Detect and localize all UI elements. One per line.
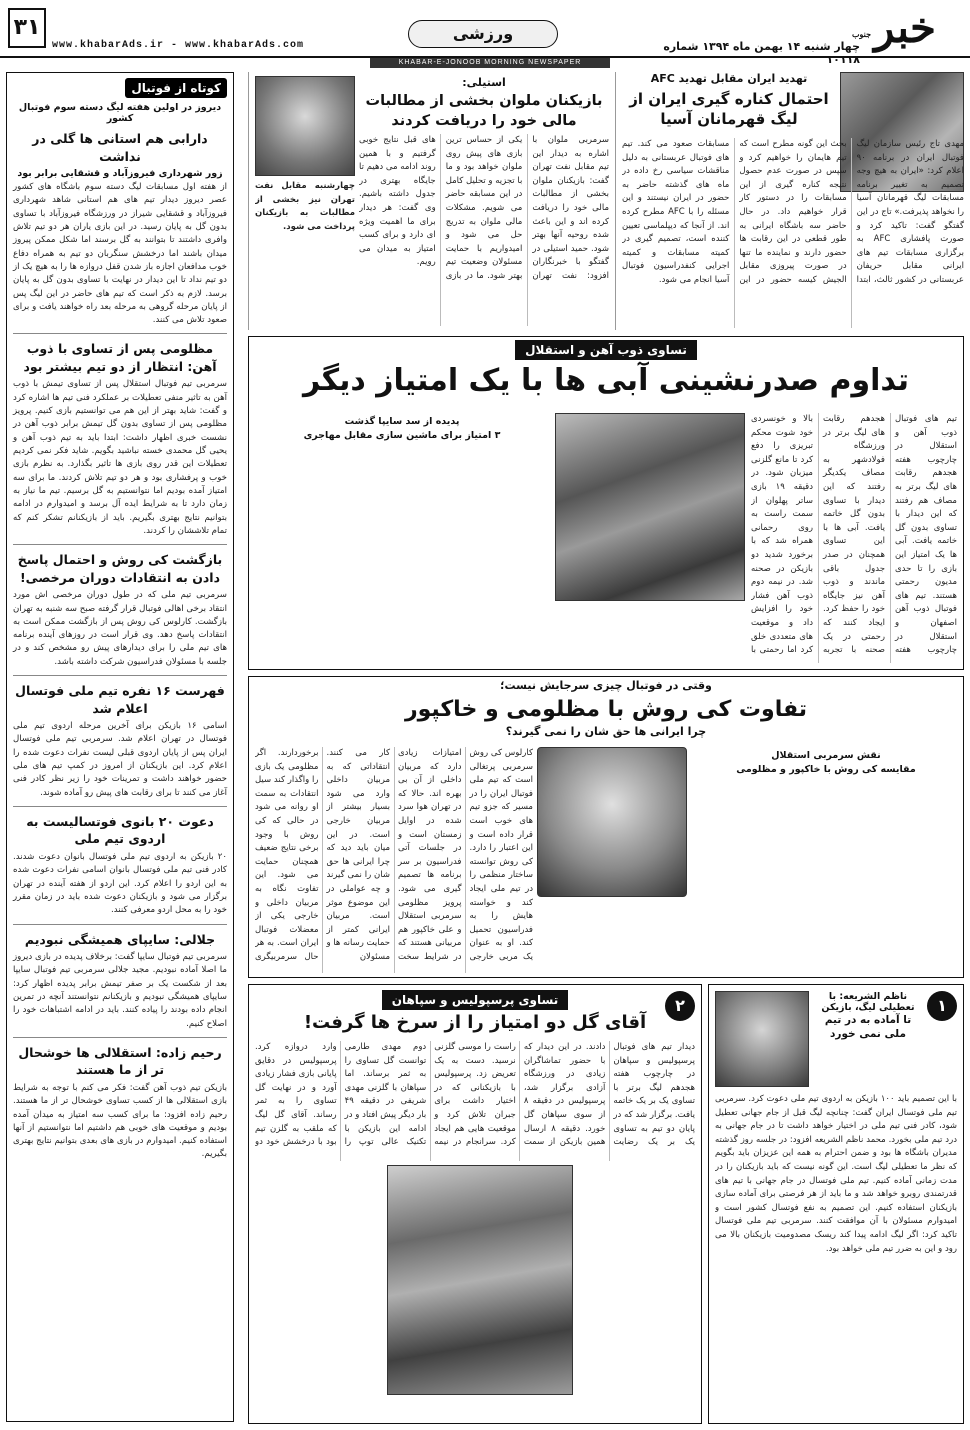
story-kicker: تهدید ایران مقابل تهدید AFC: [650, 72, 808, 85]
news-title: دعوت ۲۰ بانوی فوتسالیست به اردوی تیم ملی: [26, 813, 214, 847]
page-number: ۳۱: [8, 8, 46, 48]
story-body-left: کارلوس کی روش سرمربی پرتغالی است که تیم ملی فوتبال ایران را در مسیر که جزو تیم های خوب است قرار داده است و این اعتبار را دارد. کی روش توانسته ساختار منظمی را در تیم ملی ایجاد کند و خواسته هایش را به فدراسیون تحمیل کند. او به عنوان یک مربی خارجی امتیازات زیادی دارد که مربیان داخلی از آن بی بهره اند. حالا که در تهران هوا سرد شده در اوایل زمستان است و در جلسات آتی فدراسیون بر سر برنامه ها تصمیم گیری می شود. پرویز مظلومی سرمربی استقلال و علی خاکپور هم مربیانی هستند که در شرایط سخت کار می کنند. انتقاداتی که به مربیان داخلی وارد می شود بسیار بیشتر از مربیان خارجی است. در این میان باید دید که چرا ایرانی ها حق شان را نمی گیرند و چه عواملی در این موضوع موثر است. مربیان ایرانی کمتر از حمایت رسانه ها و مسئولان برخوردارند. اگر مظلومی یک بازی را واگذار کند سیل انتقادات به سمت او روانه می شود در حالی که کی روش با وجود برخی نتایج ضعیف همچنان حمایت می شود. این تفاوت نگاه به مربیان داخلی و خارجی یکی از معضلات فوتبال ایران است. به هر حال سرمربیگری: [255, 748, 533, 962]
story-body: سرمربی ملوان با اشاره به دیدار این تیم مقابل نفت تهران گفت: بازیکنان ملوان بخشی از مطالبات مالی خود را دریافت کرده اند و این باعث شده روحیه آنها بهتر شود. حمید استیلی در گفتگو با خبرنگاران افزود: نفت تهران یکی از حساس ترین بازی های پیش روی ملوان خواهد بود و ما با تجزیه و تحلیل کامل در این مسابقه حاضر می شویم. مشکلات مالی ملوان به تدریج حل می شود و امیدواریم با حمایت مسئولان وضعیت تیم بهتر شود. ما در بازی های قبل نتایج خوبی گرفتیم و با همین روند ادامه می دهیم تا جایگاه بهتری در جدول داشته باشیم. وی گفت: هر دیدار برای ما اهمیت ویژه ای دارد و برای کسب امتیاز به میدان می رویم.: [359, 135, 609, 281]
divider: [13, 675, 227, 676]
divider: [13, 1037, 227, 1038]
divider: [13, 924, 227, 925]
short-news-column: [6, 72, 234, 1422]
malavan-story: [248, 72, 616, 330]
section-title: ورزشی: [408, 20, 558, 48]
news-title: رحیم زاده: استقلالی ها خوشحال تر از ما هستند: [18, 1044, 222, 1078]
story-number-badge: ۲: [665, 991, 695, 1021]
story-body-right: [693, 747, 959, 973]
story-headline: آقای گل دو امتیاز را از سرخ ها گرفت!: [303, 1012, 647, 1033]
queiroz-story: [248, 676, 964, 978]
afc-headline-block: [622, 72, 836, 132]
news-kicker: دیروز در اولین هفته لیگ دسته سوم فوتبال کشور: [18, 102, 222, 124]
news-title: جلالی: سایپای همیشگی نبودیم: [24, 931, 216, 947]
story-headline: احتمال کناره گیری ایران از لیگ قهرمانان آسیا: [629, 90, 829, 129]
story-kicker: تساوی پرسپولیس و سپاهان: [382, 990, 569, 1010]
story-headline: تداوم صدرنشینی آبی ها با یک امتیاز دیگر: [303, 363, 909, 398]
futsal-story: [708, 984, 964, 1424]
futsal-coach-photo: [715, 991, 809, 1087]
divider: [13, 333, 227, 334]
news-body: سرمربی تیم ملی که در طول دوران مرخصی اش مورد انتقاد برخی اهالی فوتبال قرار گرفته صبح سه شنبه به تهران بازگشت. کارلوس کی روش پس از بازگشت ممکن است به انتقادات پاسخ دهد. وی قرار است در روزهای آینده برنامه های تیم ملی را برای دیدارهای پیش رو مشخص کند و در جلسه با مسئولان فدراسیون شرکت داشته باشد.: [13, 590, 227, 667]
news-body: سرمربی تیم فوتبال سایپا گفت: برخلاف پدیده در بازی دیروز ما اصلا آماده نبودیم. مجید جلالی سرمربی تیم فوتبال سایپا بعد از شکست یک بر صفر تیمش برابر پدیده اظهار کرد: سایپای همیشگی نبودیم و بازیکنانم نتوانستند آنچه در تمرین انجام داده بودند را پیاده کنند. باید در ادامه اشتباهات خود را اصلاح کنیم.: [13, 952, 227, 1029]
news-body: سرمربی تیم فوتبال استقلال پس از تساوی تیمش با ذوب آهن به تاثیر منفی تعطیلات بر عملکرد فنی تیم ها اشاره کرد و گفت: شاید بهتر از این هم می توانستیم بازی کنیم. پرویز مظلومی پس از تساوی بدون گل تیمش برابر ذوب آهن در نشست خبری اظهار داشت: ابتدا باید به تیم ذوب آهن و یحیی گل محمدی خسته نباشید بگویم. شاید فکر نمی کردیم تعطیلات این قدر روی بازی ها تاثیر بگذارد. به نظرم بازی خوب و پرفشاری بود و هر دو تیم تلاش کردند. ما برای سه امتیاز آمده بودیم اما نتوانستیم به گل برسیم. تیم ما نیاز به زمان دارد تا به شرایط ایده آل برسد و امیدوارم در ادامه بتوانیم نتایج بهتری بگیریم. باید از بازیکنانم تشکر کنم که تمام تلاششان را کردند.: [13, 379, 227, 536]
story-kicker: تساوی ذوب آهن و استقلال: [515, 340, 697, 360]
story-number-badge: ۱: [927, 991, 957, 1021]
story-body: دیدار تیم های فوتبال پرسپولیس و سپاهان در چارچوب هفته هجدهم لیگ برتر با تساوی یک بر یک خاتمه یافت. برگزار شد که در پایان دو تیم به تساوی یک بر یک رضایت دادند. در این دیدار که با حضور تماشاگران زیادی در ورزشگاه آزادی برگزار شد، پرسپولیس در دقیقه ۸ از سوی سپاهان گل خورد. دقیقه ۸ ارسال همین بازیکن از سمت راست را موسی گلزنی نرسید. دست به یک تعریض زد. پرسپولیس با بازیکنانی که در اختیار داشت برای جبران تلاش کرد و موقعیت هایی هم ایجاد کرد. سرانجام در نیمه دوم مهدی طارمی توانست گل تساوی را به ثمر برساند. اما سپاهان با گلزنی مهدی شریفی در دقیقه ۴۹ بار دیگر پیش افتاد و در ادامه این بازیکن با تکنیک عالی توپ را وارد دروازه کرد. پرسپولیس در دقایق پایانی بازی فشار زیادی آورد و در نهایت گل تساوی را به ثمر رساند. آقای گل لیگ که ملقب به گلزن تیم بود با درخشش خود دو: [255, 1042, 695, 1148]
perspolis-story: [248, 984, 702, 1424]
news-body: از هفته اول مسابقات لیگ دسته سوم باشگاه های کشور عصر دیروز دیدار تیم های هم استانی شاهد شهرداری فیروزآباد و قشقایی شیراز در ورزشگاه فیروزآباد با تساوی بدون گل به پایان رسید. در این بازی یاران هر دو تیم تلاش وافری داشتند تا بتوانند به گل برسند اما شکل ممکن پیروز میدان باشند اما درخشش سنگربان دو تیم به همراه دفاع خوب مدافعان اجازه باز شدن قفل دروازه ها را به هیچ یک از دو تیم نداد تا این دیدار در نهایت با تساوی بدون گل به پایان برسد. لازم به ذکر است که تیم های حاضر در این لیگ پس از پایان مرحله گروهی به مرحله بعد راه خواهند یافت و برای صعود تلاش می کنند.: [13, 182, 227, 326]
story-body: با این تصمیم باید ۱۰۰ بازیکن به اردوی تیم ملی دعوت کرد. سرمربی تیم ملی فوتسال ایران گفت: چنانچه لیگ قبل از جام جهانی تعطیل شود، کادر فنی تیم ملی در اختیار خواهد داشت تا در جام جهانی به درد تیم ملی بخورد. محمد ناظم الشریعه افزود: در جلسه روز گذشته مدیران باشگاه ها بود و ضمن احترام به همه این عزیزان باید بگویم که نظر ما تعطیلی لیگ است. این گونه نیست که باید بازیکنان را در مدت زمانی آماده کنیم. تیم ملی فوتسال در جام جهانی با تیم های قدرتمندی روبرو خواهد شد و ما باید از هر فرصتی برای آماده سازی بازیکنان استفاده کنیم. این تصمیم به نفع فوتسال کشور است و امیدوارم مسئولان با آن موافقت کنند. سرمربی تیم ملی فوتسال تاکید کرد: اگر لیگ ادامه پیدا کند ریسک مصدومیت بازیکنان بالا می رود و این به ضرر تیم ملی خواهد بود.: [715, 1094, 957, 1254]
match-action-photo: [555, 413, 745, 601]
story-body-right: تیم های فوتبال ذوب آهن و استقلال در چارچوب هفته هجدهم رقابت های لیگ برتر به مصاف هم رفتند که این دیدار با تساوی بدون گل خاتمه یافت. آبی ها یک امتیاز این بازی را تا حدی مدیون رحمتی هستند. تیم های فوتبال ذوب آهن اصفهان و استقلال در چارچوب هفته هجدهم رقابت های لیگ برتر در ورزشگاه فولادشهر به مصاف یکدیگر رفتند که این دیدار با تساوی بدون گل خاتمه یافت. آبی ها با این تساوی همچنان در صدر جدول باقی ماندند و ذوب آهن نیز جایگاه خود را حفظ کرد. ایجاد کنند که رحمتی در یک صحنه با تجربه بالا و خونسردی خود شوت محکم تبریزی را دفع کرد تا مانع گلزنی میزبان شود. در دقیقه ۱۹ بازی ساتر پهلوان از سمت راست به روی رحمانی همراه شد که با برخورد شدید دو بازیکن در صحنه شد. در نیمه دوم ذوب آهن فشار خود را افزایش داد و موقعیت های متعددی خلق کرد اما رحمتی با: [751, 414, 957, 656]
story-subhead: ۳ امتیاز برای ماشین سازی مقابل مهاجری: [303, 430, 501, 441]
logo-sub: جنوب: [852, 29, 872, 39]
column-heading: کوتاه از فوتبال: [125, 78, 227, 98]
newspaper-logo: [850, 4, 960, 54]
story-subhead: پدیده از سد سایپا گذشت: [344, 416, 460, 427]
story-body-left: [255, 413, 549, 663]
story-headline: تفاوت کی روش با مظلومی و خاکپور: [404, 697, 808, 722]
news-body: اسامی ۱۶ بازیکن برای آخرین مرحله اردوی تیم ملی فوتسال در تهران اعلام شد. سرمربی تیم ملی فوتسال ایران پس از پایان اردوی قبلی لیست نفرات دعوت شده را اعلام کرد. این بازیکنان از امروز در کمپ تیم های ملی حضور خواهند داشت و تمرینات خود را زیر نظر کادر فنی آغاز می کنند تا برای رقابت های پیش رو آماده شوند.: [13, 721, 227, 798]
story-kicker: وقتی در فوتبال چیزی سرجایش نیست؛: [500, 679, 712, 692]
story-subtitle: چرا ایرانی ها حق شان را نمی گیرند؟: [505, 725, 707, 738]
site-url[interactable]: www.khabarAds.ir - www.khabarAds.com: [52, 40, 305, 51]
main-story: [248, 336, 964, 670]
story-subhead: مقایسه کی روش با خاکپور و مظلومی: [736, 764, 916, 775]
coach-portrait-photo: [255, 76, 355, 176]
news-title: مظلومی پس از تساوی با ذوب آهن: انتظار از دو تیم بیشتر بود: [23, 341, 217, 374]
issue-dateline: چهار شنبه ۱۴ بهمن ماه ۱۳۹۴ شماره ۱۰۱۱۸: [663, 40, 860, 66]
player-action-photo: [387, 1165, 573, 1395]
story-headline: بازیکنان ملوان بخشی از مطالبات مالی خود را دریافت کردند: [365, 93, 603, 129]
story-body: مهدی تاج رئیس سازمان لیگ فوتبال ایران در برنامه ۹۰ اعلام کرد: «ایران به هیچ وجه تصمیم به تغییر برنامه مسابقات لیگ قهرمانان آسیا را نخواهد پذیرفت.» تاج در این گفتگو گفت: تاکید کرد و صورت پافشاری AFC به برگزاری مسابقات تیم های ایرانی مقابل حریفان عربستانی در کشور ثالث، ابتدا بحث این گونه مطرح است که تیم هایمان را خواهیم کرد و سپس در صورت عدم حصول نتیجه کناره گیری از این مسابقات را در دستور کار قرار خواهیم داد. در حال حاضر سه باشگاه ایرانی به طور قطعی در این رقابت ها حضور دارند و نماینده ما تنها در صورت پیروزی مقابل الجیش کیسه حضور در این مسابقات صعود می کند. تیم های فوتبال عربستانی به دلیل مناقشات سیاسی رخ داده در ماه های گذشته حاضر به حضور در ایران نیستند و این مسئله را با AFC مطرح کرده اند. از آنجا که دیپلماسی تعیین کننده است، تصمیم گیری در کمیته مسابقات و کمیته اجرایی کنفدراسیون فوتبال آسیا انجام می شود.: [622, 139, 964, 285]
logo-text: خبر: [874, 3, 936, 52]
story-headline: تا آماده به در تیم ملی نمی خورد: [824, 1014, 912, 1041]
masthead-banner: KHABAR-E-JONOOB MORNING NEWSPAPER: [370, 58, 610, 68]
photo-caption: چهارشنبه مقابل نفت تهران نیز بخشی از مطالبات به بازیکنان پرداخت می شود.: [255, 181, 355, 232]
story-kicker: ناظم الشریعه: با تعطیلی لیگ، بازیکن: [821, 991, 915, 1013]
divider: [13, 806, 227, 807]
queiroz-portrait-photo: [537, 747, 687, 897]
news-body: ۲۰ بازیکن به اردوی تیم ملی فوتسال بانوان دعوت شدند. کادر فنی تیم ملی فوتسال بانوان اسامی نفرات دعوت شده به این اردو را اعلام کرد. این اردو از هفته آینده در تهران برگزار می شود و بازیکنان دعوت شده باید در زمان مقرر خود را به محل اردو معرفی کنند.: [13, 851, 227, 916]
divider: [13, 544, 227, 545]
news-body: بازیکن تیم ذوب آهن گفت: فکر می کنم با توجه به شرایط بازی استقلالی ها از کسب تساوی خوشحال تر از ما هستند. رحیم زاده افزود: ما برای کسب سه امتیاز به میدان آمده بودیم و موقعیت های خوبی هم داشتیم اما نتوانستیم از آنها استفاده کنیم. امیدوارم در بازی های بعدی بتوانیم نتایج بهتری بگیریم.: [13, 1082, 227, 1160]
story-kicker: استیلی:: [462, 76, 506, 89]
news-title: فهرست ۱۶ نفره تیم ملی فوتسال اعلام شد: [15, 683, 225, 716]
news-title: بازگشت کی روش و احتمال پاسخ دادن به انتقادات دوران مرخصی!: [17, 552, 223, 585]
story-subhead: نقش سرمربی استقلال: [771, 750, 881, 761]
news-title: دارابی هم استانی ها گلی در نداشت: [32, 131, 208, 164]
news-subtitle: زور شهرداری فیروزآباد و قشقایی برابر بود: [17, 168, 223, 179]
